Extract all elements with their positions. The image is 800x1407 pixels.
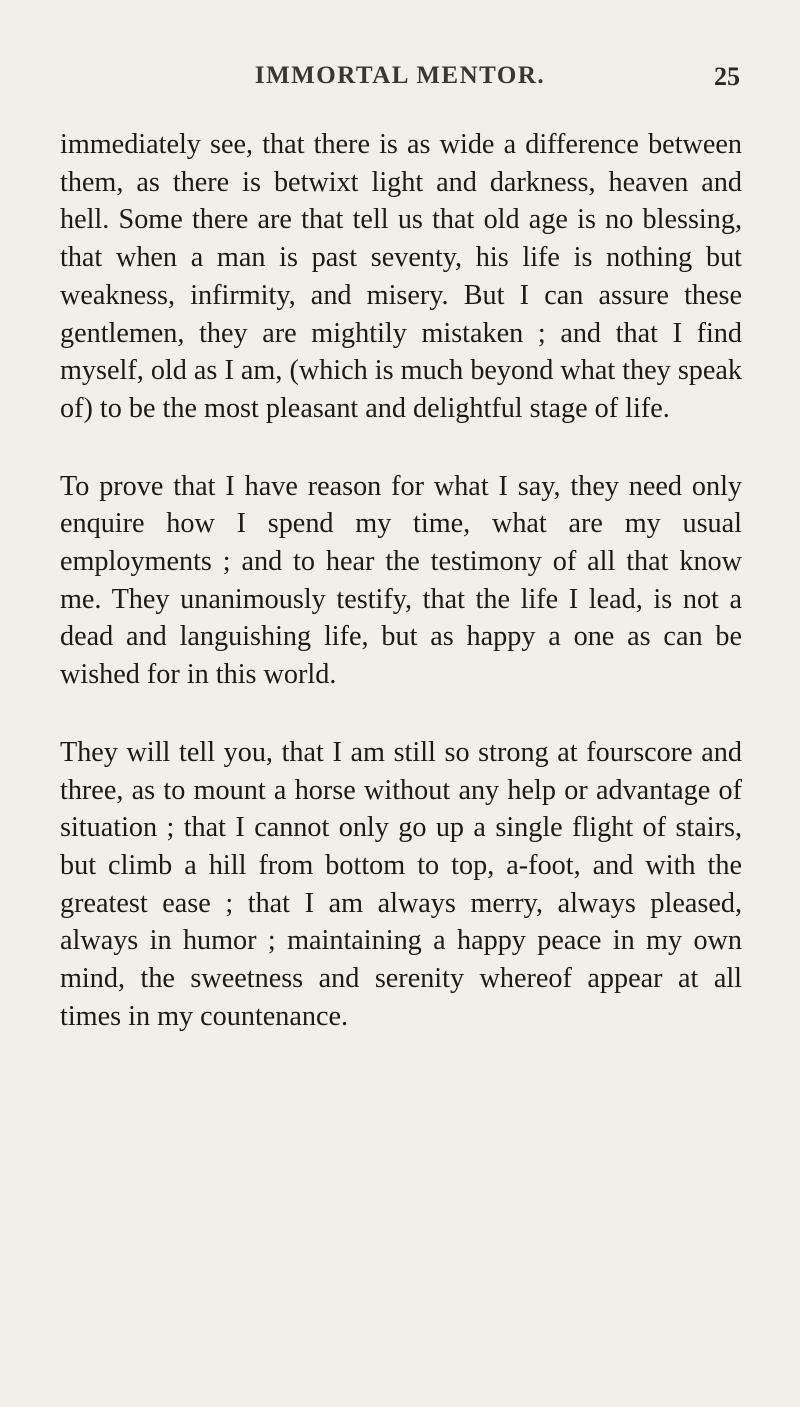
body-text: [60, 126, 742, 1035]
page-header: [60, 62, 740, 102]
running-title: IMMORTAL MENTOR.: [254, 62, 546, 89]
paragraph-1: immediately see, that there is as wide a difference between them, as there is betwixt light and darkness, heaven and hell. Some there are that tell us that old age is no blessing, that when a man is past seventy, his life is nothing but weakness, infirmity, and misery. But I can assure these gentlemen, they are mightily mistaken ; and that I find myself, old as I am, (which is much beyond what they speak of) to be the most pleasant and delightful stage of life.: [60, 129, 742, 424]
paragraph-2: To prove that I have reason for what I say, they need only enquire how I spend my time, what are my usual employments ; and to hear the testimony of all that know me. They unanimously testify, that the life I lead, is not a dead and languishing life, but as happy a one as can be wished for in this world.: [60, 470, 742, 691]
paragraph-3: They will tell you, that I am still so strong at fourscore and three, as to mount a horse without any help or advantage of situation ; that I cannot only go up a single flight of stairs, but climb a hill from bottom to top, a-foot, and with the greatest ease ; that I am always merry, always pleased, always in humor ; maintaining a happy peace in my own mind, the sweetness and serenity whereof appear at all times in my countenance.: [60, 736, 742, 1032]
page-number: 25: [714, 62, 740, 91]
